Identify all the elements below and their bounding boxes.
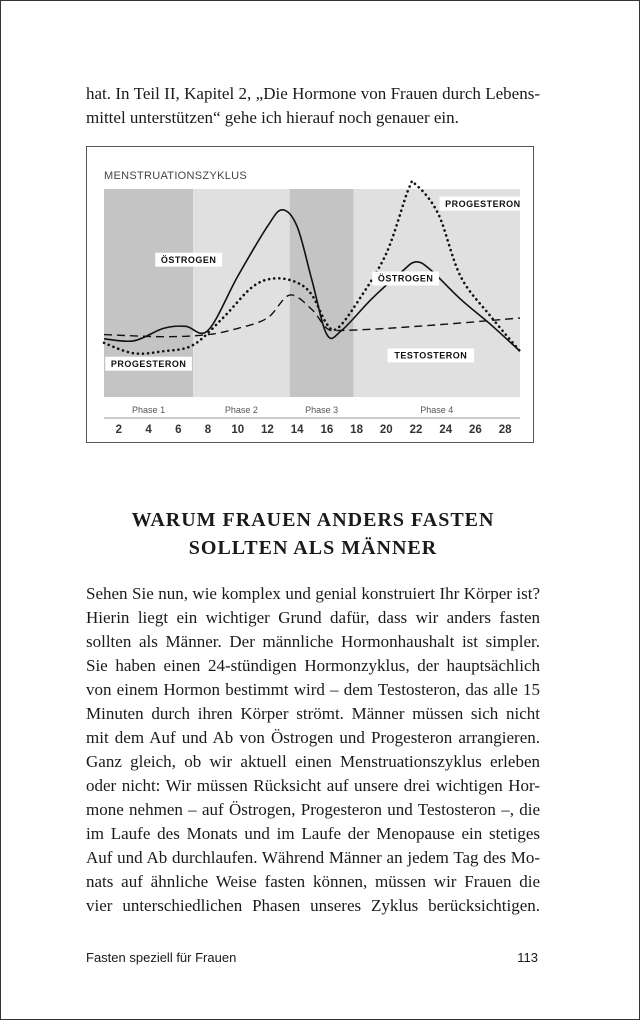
x-tick-label: 20 — [379, 424, 393, 436]
curve-label: PROGESTERON — [110, 359, 187, 370]
curve-label: TESTOSTERON — [394, 350, 468, 361]
intro-line-2: mittel unterstützen“ gehe ich hierauf noch genauer ein. — [86, 108, 459, 127]
intro-paragraph — [86, 82, 540, 130]
phase-label: Phase 1 — [132, 405, 166, 415]
x-tick-label: 4 — [145, 424, 152, 436]
curve-label: PROGESTERON — [445, 198, 521, 209]
chart-title: MENSTRUATIONSZYKLUS — [104, 170, 248, 182]
body-line: Minuten durch ihren Körper strömt. Männer müssen sich nicht — [86, 704, 540, 723]
body-paragraph — [86, 582, 540, 918]
phase-band — [193, 189, 290, 397]
x-tick-label: 24 — [439, 424, 453, 436]
phase-label: Phase 4 — [420, 405, 454, 415]
chart-svg — [87, 147, 535, 444]
body-line: Auf und Ab durchlaufen. Während Männer an jedem Tag des Mo- — [86, 848, 540, 867]
body-line: Sie haben einen 24-stündigen Hormonzyklus, der hauptsächlich — [86, 656, 540, 675]
body-line: vier unterschiedlichen Phasen unseres Zyklus berücksichtigen. — [86, 896, 540, 915]
body-line: von einem Hormon bestimmt wird – dem Testosteron, das alle 15 — [86, 680, 540, 699]
x-tick-label: 10 — [231, 424, 245, 436]
body-line: Sehen Sie nun, wie komplex und genial konstruiert Ihr Körper ist? — [86, 584, 540, 603]
body-line: sollten als Männer. Der männliche Hormonhaushalt ist simpler. — [86, 632, 540, 651]
body-line: Ganz gleich, ob wir aktuell einen Menstruationszyklus erleben — [86, 752, 540, 771]
body-line: nats auf ähnliche Weise fasten können, müssen wir Frauen die — [86, 872, 540, 891]
x-tick-label: 6 — [175, 424, 182, 436]
body-line: mit dem Auf und Ab von Östrogen und Progesteron arrangieren. — [86, 728, 540, 747]
menstrual-cycle-chart — [86, 146, 534, 443]
phase-label: Phase 2 — [224, 405, 258, 415]
body-line: im Laufe des Monats und im Laufe der Menopause ein stetiges — [86, 824, 540, 843]
curve-label: ÖSTROGEN — [160, 255, 217, 266]
section-heading — [86, 506, 540, 562]
x-tick-label: 26 — [469, 424, 482, 436]
x-tick-label: 28 — [498, 424, 512, 436]
x-tick-label: 16 — [320, 424, 334, 436]
x-tick-label: 18 — [350, 424, 363, 436]
x-tick-label: 8 — [204, 424, 212, 436]
phase-band — [290, 189, 354, 397]
heading-line-2: SOLLTEN ALS MÄNNER — [188, 537, 438, 559]
body-line: mone nehmen – auf Östrogen, Progesteron und Testosteron –, die — [86, 800, 540, 819]
intro-line-1: hat. In Teil II, Kapitel 2, „Die Hormone von Frauen durch Lebens- — [86, 84, 540, 103]
phase-label: Phase 3 — [305, 405, 339, 415]
x-tick-label: 2 — [115, 424, 123, 436]
curve-label: ÖSTROGEN — [377, 273, 434, 284]
x-tick-label: 12 — [261, 424, 274, 436]
x-tick-label: 14 — [290, 424, 304, 436]
body-line: oder nicht: Wir müssen Rücksicht auf unsere drei wichtigen Hor- — [86, 776, 540, 795]
heading-line-1: WARUM FRAUEN ANDERS FASTEN — [131, 509, 495, 531]
x-tick-label: 22 — [409, 424, 423, 436]
page-number: 113 — [517, 950, 538, 965]
running-footer-title: Fasten speziell für Frauen — [86, 950, 237, 965]
body-line: Hierin liegt ein wichtiger Grund dafür, dass wir anders fasten — [86, 608, 540, 627]
